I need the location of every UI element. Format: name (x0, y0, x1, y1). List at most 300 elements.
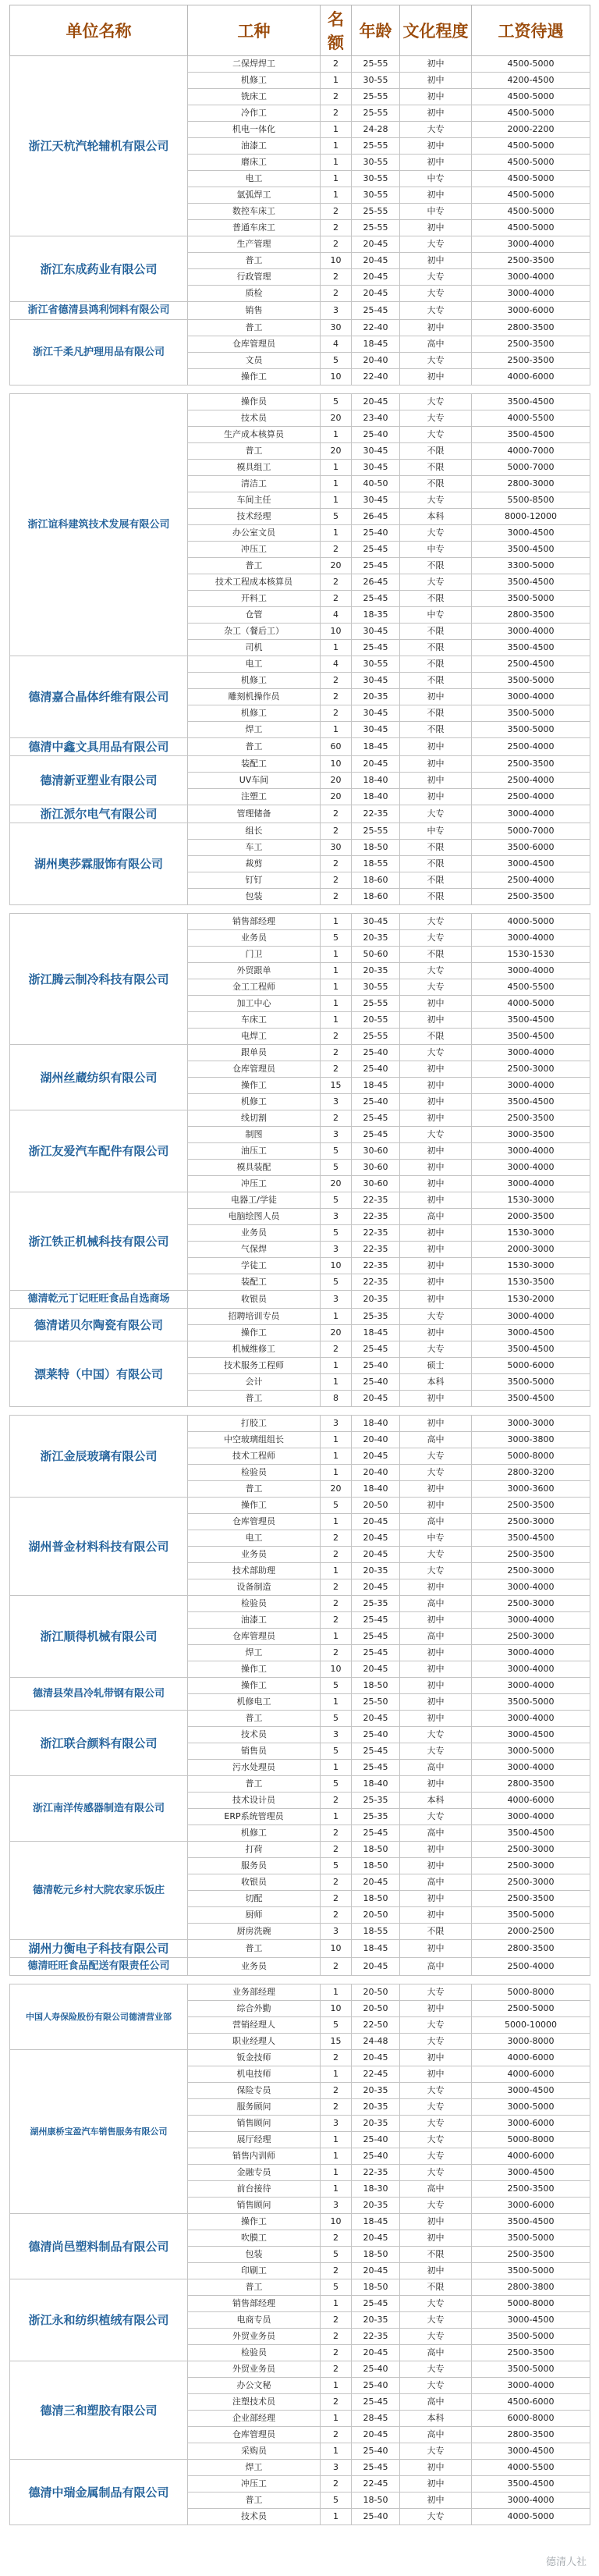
job-title: 技术服务工程师 (188, 1358, 321, 1374)
headcount: 2 (321, 2345, 352, 2361)
education: 初中 (400, 2214, 472, 2230)
job-title: 企业部经理 (188, 2411, 321, 2427)
age-range: 25-40 (352, 427, 400, 443)
salary: 3000-4000 (472, 1661, 590, 1678)
age-range: 30-45 (352, 673, 400, 689)
age-range: 20-35 (352, 2198, 400, 2214)
headcount: 1 (321, 2378, 352, 2394)
headcount: 2 (321, 1891, 352, 1907)
salary: 4000-6000 (472, 2066, 590, 2083)
salary: 3000-4000 (472, 269, 590, 286)
job-title: 机电一体化 (188, 122, 321, 138)
salary: 4000-7000 (472, 443, 590, 460)
age-range: 20-45 (352, 2230, 400, 2247)
education: 初中 (400, 1858, 472, 1874)
education: 初中 (400, 1160, 472, 1176)
education: 大专 (400, 2443, 472, 2460)
salary: 2500-3500 (472, 353, 590, 369)
job-title: 仓库管理员 (188, 2427, 321, 2443)
job-title: 业务员 (188, 1225, 321, 1242)
age-range: 25-40 (352, 1358, 400, 1374)
company-name: 漂莱特（中国）有限公司 (10, 1341, 188, 1407)
section-spacer-cell (10, 1976, 590, 1984)
salary: 1530-2000 (472, 1291, 590, 1309)
education: 初中 (400, 2230, 472, 2247)
education: 初中 (400, 1416, 472, 1432)
headcount: 2 (321, 889, 352, 905)
education: 初中 (400, 2001, 472, 2017)
salary: 4000-5000 (472, 996, 590, 1012)
company-name: 浙江联合颜料有限公司 (10, 1711, 188, 1776)
salary: 2500-3500 (472, 2345, 590, 2361)
salary: 2500-3500 (472, 1498, 590, 1514)
job-title: 电工 (188, 1530, 321, 1547)
headcount: 1 (321, 1432, 352, 1448)
salary: 3000-4000 (472, 805, 590, 823)
job-title: 包装 (188, 2247, 321, 2263)
age-range: 30-55 (352, 979, 400, 996)
table-row (10, 1498, 590, 1514)
company-name: 湖州力衡电子科技有限公司 (10, 1940, 188, 1958)
headcount: 1 (321, 138, 352, 155)
job-title: 业务员 (188, 930, 321, 947)
headcount: 1 (321, 492, 352, 509)
headcount: 1 (321, 73, 352, 89)
job-title: 技术工程成本核算员 (188, 574, 321, 591)
salary: 3500-4500 (472, 542, 590, 558)
headcount: 5 (321, 2247, 352, 2263)
job-title: 销售顾问 (188, 2116, 321, 2132)
headcount: 30 (321, 320, 352, 336)
age-range: 25-45 (352, 302, 400, 320)
headcount: 4 (321, 607, 352, 624)
salary: 3000-4000 (472, 1678, 590, 1694)
header-count: 名额 (321, 5, 352, 56)
salary: 3500-4500 (472, 1825, 590, 1842)
salary: 2500-4000 (472, 738, 590, 756)
salary: 5000-6000 (472, 1358, 590, 1374)
section-spacer (10, 1407, 590, 1416)
headcount: 1 (321, 1760, 352, 1776)
job-title: 清洁工 (188, 476, 321, 492)
education: 初中 (400, 1612, 472, 1629)
education: 高中 (400, 1760, 472, 1776)
education: 大专 (400, 2165, 472, 2181)
job-title: 制图 (188, 1127, 321, 1143)
education: 初中 (400, 1907, 472, 1924)
salary: 2500-3500 (472, 1891, 590, 1907)
salary: 2800-3200 (472, 1465, 590, 1481)
job-title: 杂工（餐后工） (188, 624, 321, 640)
job-listing-sheet (9, 5, 590, 2525)
age-range: 40-50 (352, 476, 400, 492)
salary: 3000-5000 (472, 1743, 590, 1760)
job-title: 钣金技师 (188, 2050, 321, 2066)
salary: 3000-4000 (472, 1143, 590, 1160)
education: 大专 (400, 236, 472, 253)
age-range: 20-35 (352, 2099, 400, 2116)
headcount: 1 (321, 525, 352, 542)
education: 大专 (400, 979, 472, 996)
salary: 4500-5000 (472, 220, 590, 236)
headcount: 2 (321, 269, 352, 286)
age-range: 18-40 (352, 773, 400, 789)
headcount: 2 (321, 89, 352, 105)
job-title: 采购员 (188, 2443, 321, 2460)
education: 初中 (400, 1678, 472, 1694)
job-title: 检验员 (188, 1596, 321, 1612)
age-range: 18-45 (352, 1940, 400, 1958)
age-range: 22-35 (352, 1225, 400, 1242)
headcount: 5 (321, 509, 352, 525)
headcount: 1 (321, 2296, 352, 2312)
education: 大专 (400, 1563, 472, 1579)
education: 大专 (400, 122, 472, 138)
headcount: 1 (321, 1012, 352, 1029)
education: 不限 (400, 476, 472, 492)
company-name: 德清三和塑胶有限公司 (10, 2361, 188, 2460)
table-row (10, 1596, 590, 1612)
education: 本科 (400, 1374, 472, 1391)
education: 初中 (400, 1645, 472, 1661)
job-title: 机修电工 (188, 1694, 321, 1711)
job-title: 普工 (188, 558, 321, 574)
education: 初中 (400, 1940, 472, 1958)
job-title: 普工 (188, 2279, 321, 2296)
job-title: 销售部经理 (188, 2296, 321, 2312)
company-name: 湖州奥莎霖服饰有限公司 (10, 823, 188, 905)
salary: 3500-4500 (472, 1012, 590, 1029)
salary: 4200-4500 (472, 73, 590, 89)
age-range: 25-40 (352, 2361, 400, 2378)
age-range: 22-40 (352, 369, 400, 386)
education: 初中 (400, 996, 472, 1012)
job-title: 普工 (188, 738, 321, 756)
job-title: 服务顾问 (188, 2099, 321, 2116)
job-title: 模具装配 (188, 1160, 321, 1176)
age-range: 25-45 (352, 542, 400, 558)
education: 大专 (400, 427, 472, 443)
education: 大专 (400, 963, 472, 979)
job-title: 跟单员 (188, 1045, 321, 1061)
education: 初中 (400, 2493, 472, 2509)
age-range: 26-45 (352, 509, 400, 525)
job-title: 外贸跟单 (188, 963, 321, 979)
age-range: 25-45 (352, 1127, 400, 1143)
headcount: 2 (321, 2329, 352, 2345)
job-title: 技术员 (188, 410, 321, 427)
education: 不限 (400, 722, 472, 738)
headcount: 5 (321, 1678, 352, 1694)
job-title: 开料工 (188, 591, 321, 607)
age-range: 25-40 (352, 2443, 400, 2460)
education: 不限 (400, 840, 472, 856)
salary: 4500-5000 (472, 105, 590, 122)
job-title: 注塑技术员 (188, 2394, 321, 2411)
education: 大专 (400, 2198, 472, 2214)
age-range: 20-45 (352, 1530, 400, 1547)
headcount: 2 (321, 1793, 352, 1809)
headcount: 2 (321, 1874, 352, 1891)
salary: 3000-4000 (472, 1579, 590, 1596)
salary: 2500-3500 (472, 253, 590, 269)
header-row (10, 5, 590, 56)
salary: 1530-3000 (472, 1192, 590, 1209)
job-title: 业务员 (188, 1958, 321, 1976)
salary: 3500-4500 (472, 427, 590, 443)
headcount: 1 (321, 427, 352, 443)
salary: 3000-4500 (472, 525, 590, 542)
age-range: 20-35 (352, 2312, 400, 2329)
salary: 2800-3500 (472, 1940, 590, 1958)
job-title: 收银员 (188, 1874, 321, 1891)
section-spacer-cell (10, 386, 590, 394)
education: 大专 (400, 1045, 472, 1061)
salary: 2000-3000 (472, 1242, 590, 1258)
table-row (10, 756, 590, 773)
age-range: 25-50 (352, 1694, 400, 1711)
age-range: 30-55 (352, 656, 400, 673)
headcount: 1 (321, 187, 352, 204)
job-title: 服务员 (188, 1858, 321, 1874)
company-name: 德清新亚塑业有限公司 (10, 756, 188, 805)
age-range: 25-45 (352, 1825, 400, 1842)
age-range: 24-28 (352, 122, 400, 138)
age-range: 25-55 (352, 204, 400, 220)
education: 大专 (400, 1727, 472, 1743)
section-spacer (10, 386, 590, 394)
listing-body (10, 56, 590, 2525)
salary: 4000-6000 (472, 2148, 590, 2165)
age-range: 20-45 (352, 1448, 400, 1465)
education: 高中 (400, 1432, 472, 1448)
education: 大专 (400, 1547, 472, 1563)
table-row (10, 1842, 590, 1858)
headcount: 5 (321, 930, 352, 947)
age-range: 25-55 (352, 996, 400, 1012)
age-range: 25-45 (352, 1110, 400, 1127)
job-title: 办公室文员 (188, 525, 321, 542)
education: 本科 (400, 509, 472, 525)
job-title: 机修工 (188, 1825, 321, 1842)
job-title: 职业经理人 (188, 2034, 321, 2050)
job-title: 前台接待 (188, 2181, 321, 2198)
education: 大专 (400, 1809, 472, 1825)
headcount: 2 (321, 220, 352, 236)
education: 高中 (400, 2345, 472, 2361)
job-title: 普通车床工 (188, 220, 321, 236)
salary: 3000-4500 (472, 1325, 590, 1341)
job-title: 机电技师 (188, 2066, 321, 2083)
age-range: 30-45 (352, 460, 400, 476)
salary: 4000-5000 (472, 2509, 590, 2525)
salary: 3000-4500 (472, 856, 590, 872)
table-row (10, 656, 590, 673)
headcount: 5 (321, 1160, 352, 1176)
age-range: 18-35 (352, 607, 400, 624)
job-title: 会计 (188, 1374, 321, 1391)
salary: 4000-6000 (472, 2050, 590, 2066)
company-name: 德清乾元丁记旺旺食品自选商场 (10, 1291, 188, 1309)
education: 高中 (400, 1629, 472, 1645)
salary: 3500-5000 (472, 673, 590, 689)
education: 初中 (400, 1143, 472, 1160)
salary: 3500-4500 (472, 1341, 590, 1358)
job-title: 销售内训师 (188, 2148, 321, 2165)
education: 高中 (400, 1958, 472, 1976)
headcount: 1 (321, 476, 352, 492)
salary: 3000-8000 (472, 2034, 590, 2050)
job-title: 冲压工 (188, 1176, 321, 1192)
headcount: 1 (321, 1809, 352, 1825)
job-title: 包装 (188, 889, 321, 905)
headcount: 5 (321, 353, 352, 369)
education: 大专 (400, 269, 472, 286)
headcount: 2 (321, 56, 352, 73)
headcount: 2 (321, 1825, 352, 1842)
education: 初中 (400, 1110, 472, 1127)
table-row (10, 738, 590, 756)
salary: 4000-6000 (472, 369, 590, 386)
salary: 5000-8000 (472, 1984, 590, 2001)
age-range: 22-35 (352, 1258, 400, 1274)
education: 初中 (400, 689, 472, 705)
age-range: 30-60 (352, 1160, 400, 1176)
age-range: 20-45 (352, 2263, 400, 2279)
job-title: 操作工 (188, 1078, 321, 1094)
education: 大专 (400, 930, 472, 947)
age-range: 20-40 (352, 1465, 400, 1481)
headcount: 2 (321, 2427, 352, 2443)
headcount: 5 (321, 1274, 352, 1291)
salary: 3000-4000 (472, 2378, 590, 2394)
age-range: 18-45 (352, 2214, 400, 2230)
education: 大专 (400, 302, 472, 320)
table-row (10, 2279, 590, 2296)
headcount: 1 (321, 1563, 352, 1579)
age-range: 25-55 (352, 89, 400, 105)
age-range: 30-55 (352, 171, 400, 187)
salary: 3000-6000 (472, 2198, 590, 2214)
salary: 2500-3500 (472, 2247, 590, 2263)
headcount: 2 (321, 1612, 352, 1629)
headcount: 5 (321, 394, 352, 410)
age-range: 20-35 (352, 2116, 400, 2132)
education: 大专 (400, 2378, 472, 2394)
table-row (10, 2214, 590, 2230)
education: 不限 (400, 1924, 472, 1940)
age-range: 30-60 (352, 1143, 400, 1160)
age-range: 20-35 (352, 2083, 400, 2099)
education: 大专 (400, 1127, 472, 1143)
salary: 2500-3500 (472, 889, 590, 905)
headcount: 30 (321, 840, 352, 856)
job-title: 管理储备 (188, 805, 321, 823)
salary: 4500-5000 (472, 187, 590, 204)
salary: 3500-5000 (472, 591, 590, 607)
education: 大专 (400, 525, 472, 542)
headcount: 2 (321, 2230, 352, 2247)
salary: 2500-5000 (472, 2001, 590, 2017)
age-range: 18-50 (352, 1891, 400, 1907)
company-name: 湖州康桥宝盈汽车销售服务有限公司 (10, 2050, 188, 2214)
age-range: 20-50 (352, 1498, 400, 1514)
job-title: 操作工 (188, 1325, 321, 1341)
job-title: 普工 (188, 1776, 321, 1793)
salary: 3500-4500 (472, 1029, 590, 1045)
age-range: 20-35 (352, 1291, 400, 1309)
headcount: 1 (321, 460, 352, 476)
education: 高中 (400, 2181, 472, 2198)
company-name: 浙江腾云制冷科技有限公司 (10, 914, 188, 1045)
company-name: 德清诺贝尔陶瓷有限公司 (10, 1309, 188, 1341)
education: 大专 (400, 574, 472, 591)
age-range: 25-35 (352, 1309, 400, 1325)
age-range: 20-45 (352, 236, 400, 253)
age-range: 25-40 (352, 1727, 400, 1743)
salary: 4500-5000 (472, 155, 590, 171)
table-row (10, 394, 590, 410)
education: 初中 (400, 773, 472, 789)
age-range: 25-40 (352, 525, 400, 542)
salary: 2500-3000 (472, 1596, 590, 1612)
education: 大专 (400, 492, 472, 509)
headcount: 5 (321, 2017, 352, 2034)
headcount: 1 (321, 2181, 352, 2198)
age-range: 25-40 (352, 2148, 400, 2165)
salary: 3500-5000 (472, 722, 590, 738)
job-title: 数控车床工 (188, 204, 321, 220)
job-title: 招聘培训专员 (188, 1309, 321, 1325)
headcount: 2 (321, 1645, 352, 1661)
company-name: 德清旺旺食品配送有限责任公司 (10, 1958, 188, 1976)
age-range: 22-35 (352, 805, 400, 823)
age-range: 20-40 (352, 353, 400, 369)
headcount: 20 (321, 1481, 352, 1498)
age-range: 20-40 (352, 1432, 400, 1448)
age-range: 25-40 (352, 1374, 400, 1391)
salary: 3000-4500 (472, 1727, 590, 1743)
headcount: 2 (321, 1061, 352, 1078)
job-title: 雕刻机操作员 (188, 689, 321, 705)
education: 大专 (400, 2116, 472, 2132)
job-title: 电工 (188, 656, 321, 673)
job-title: 电工 (188, 171, 321, 187)
salary: 4500-5000 (472, 138, 590, 155)
age-range: 18-40 (352, 1481, 400, 1498)
job-title: 仓库管理员 (188, 1514, 321, 1530)
job-title: 厨师 (188, 1907, 321, 1924)
job-title: 普工 (188, 1481, 321, 1498)
age-range: 18-45 (352, 336, 400, 353)
salary: 1530-1530 (472, 947, 590, 963)
salary: 4000-5500 (472, 410, 590, 427)
education: 初中 (400, 1012, 472, 1029)
job-title: 操作工 (188, 369, 321, 386)
headcount: 2 (321, 105, 352, 122)
header-salary: 工资待遇 (472, 5, 590, 56)
salary: 4000-5000 (472, 914, 590, 930)
headcount: 2 (321, 1341, 352, 1358)
headcount: 10 (321, 1661, 352, 1678)
salary: 3000-4000 (472, 1612, 590, 1629)
watermark-label: 德清人社 (545, 2556, 587, 2568)
salary: 2500-3000 (472, 1514, 590, 1530)
education: 不限 (400, 2279, 472, 2296)
education: 不限 (400, 443, 472, 460)
age-range: 22-35 (352, 1192, 400, 1209)
age-range: 20-45 (352, 1547, 400, 1563)
